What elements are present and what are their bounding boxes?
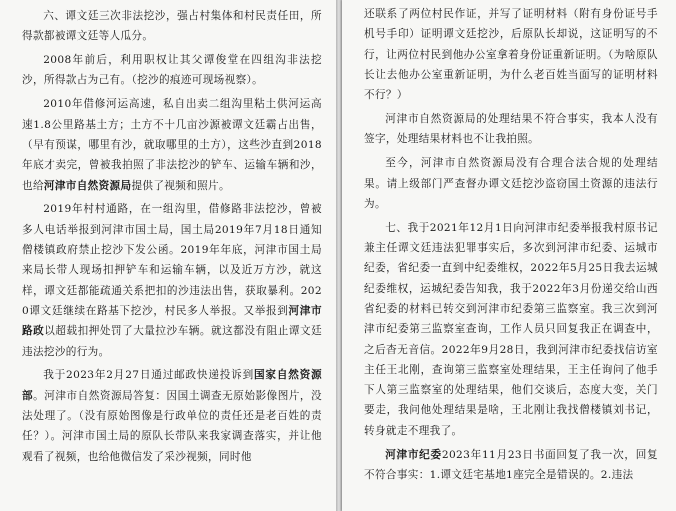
paragraph-text: 还联系了两位村民作证，并写了证明材料（附有身份证号手机号手印）证明谭文廷挖沙，后原队长却说，这证明写的不行，让两位村民到他办公室拿着身份证重新证明。（为啥原队长让去他办公室重新证明，为什么老百姓当面写的证明材料不行？） (364, 8, 658, 102)
paragraph (364, 218, 658, 441)
bold-entity-name: 国家自然资源部 (22, 369, 323, 402)
paragraph-text: 2023年11月23日书面回复了我一次，回复不符合事实：1.谭文廷宅基地1座完全是错误的。2.违法 (364, 448, 659, 481)
bold-entity-name: 河津市自然资源局 (43, 179, 132, 192)
bold-entity-name: 河津市纪委 (385, 448, 442, 461)
paragraph-text: 以超载扣押处罚了大量拉沙车辆。就这都没有阻止谭文廷违法挖沙的行为。 (22, 325, 323, 358)
paragraph (364, 109, 658, 150)
bold-entity-name: 河津市路政 (22, 304, 322, 338)
document-page-right (342, 0, 676, 511)
paragraph-text: 七、我于2021年12月1日向河津市纪委举报我村原书记兼主任谭文廷违法犯罪事实后，多次到河津市纪委、运城市纪委，省纪委一直到中纪委维权，2022年5月25日我去运城纪委维权，运城纪委告知我，我于2022年3月份递交给山西省纪委的材料已转交到河津市纪委第三监察室。我三次到河津市纪委第三监察室查询，工作人员只回复我正在调查中，之后杳无音信。2022年9月28日，我到河津市纪委找信访室主任王北刚，查询第三监察室处理结果，王主任询问了他手下人第三监察室的处理结果，他们交谈后，态度大变，关门要走，我问他处理结果是啥，王北刚让我找僧楼镇刘书记，转身就走不理我了。 (364, 221, 658, 437)
paragraph (364, 4, 658, 105)
paragraph-text: 。河津市自然资源局答复：因国土调查无原始影像图片，没法处理了。（没有原始图像是行政单位的责任还是老百姓的责任？）。河津市国土局的原队长带队来我家调查落实，并让他观看了视频，也给他微信发了采沙视频，同时他 (22, 389, 322, 463)
document-page-left (0, 0, 336, 511)
paragraph-text: 提供了视频和照片。 (131, 179, 230, 192)
paragraph-text: 2008年前后，利用职权让其父谭俊堂在四组沟非法挖沙，所得款占为己有。（挖沙的痕迹可现场视察）。 (22, 54, 322, 87)
paragraph (22, 50, 322, 91)
paragraph (364, 445, 658, 486)
paragraph-text: 我于2023年2月27日通过邮政快递投诉到 (43, 369, 254, 382)
paragraph (22, 365, 322, 466)
paragraph-text: 六、谭文廷三次非法挖沙，强占村集体和村民责任田，所得款都被谭文廷等人瓜分。 (22, 10, 322, 43)
paragraph (364, 153, 658, 214)
paragraph-text: 河津市自然资源局的处理结果不符合事实，我本人没有签字，处理结果材料也不让我拍照。 (364, 113, 658, 146)
paragraph-text: 2010年借修河运高速，私自出卖二组沟里粘土供河运高速1.8公里路基土方；土方不十几亩沙源被谭文廷霸占出售，（早有预谋，哪里有沙，就取哪里的土方），这些沙直到2018年底才卖完，曾被我拍照了非法挖沙的铲车、运输车辆和沙，也给 (22, 98, 322, 192)
paragraph (22, 199, 322, 361)
paragraph-text: 2019年村村通路，在一组沟里，借修路非法挖沙，曾被多人电话举报到河津市国土局，国土局2019年7月18日通知僧楼镇政府禁止挖沙下发公函。2019年年底，河津市国土局来局长带人现场扣押铲车和运输车辆，以及近万方沙，就这样，谭文廷都能疏通关系把扣的沙违法出售，获取暴利。2020谭文廷继续在路基下挖沙，村民多人举报。又举报到 (22, 203, 322, 317)
paragraph (22, 6, 322, 47)
paragraph (22, 94, 322, 195)
paragraph-text: 至今，河津市自然资源局没有合理合法合规的处理结果。请上级部门严查督办谭文廷挖沙盗窃国土资源的违法行为。 (364, 157, 658, 210)
